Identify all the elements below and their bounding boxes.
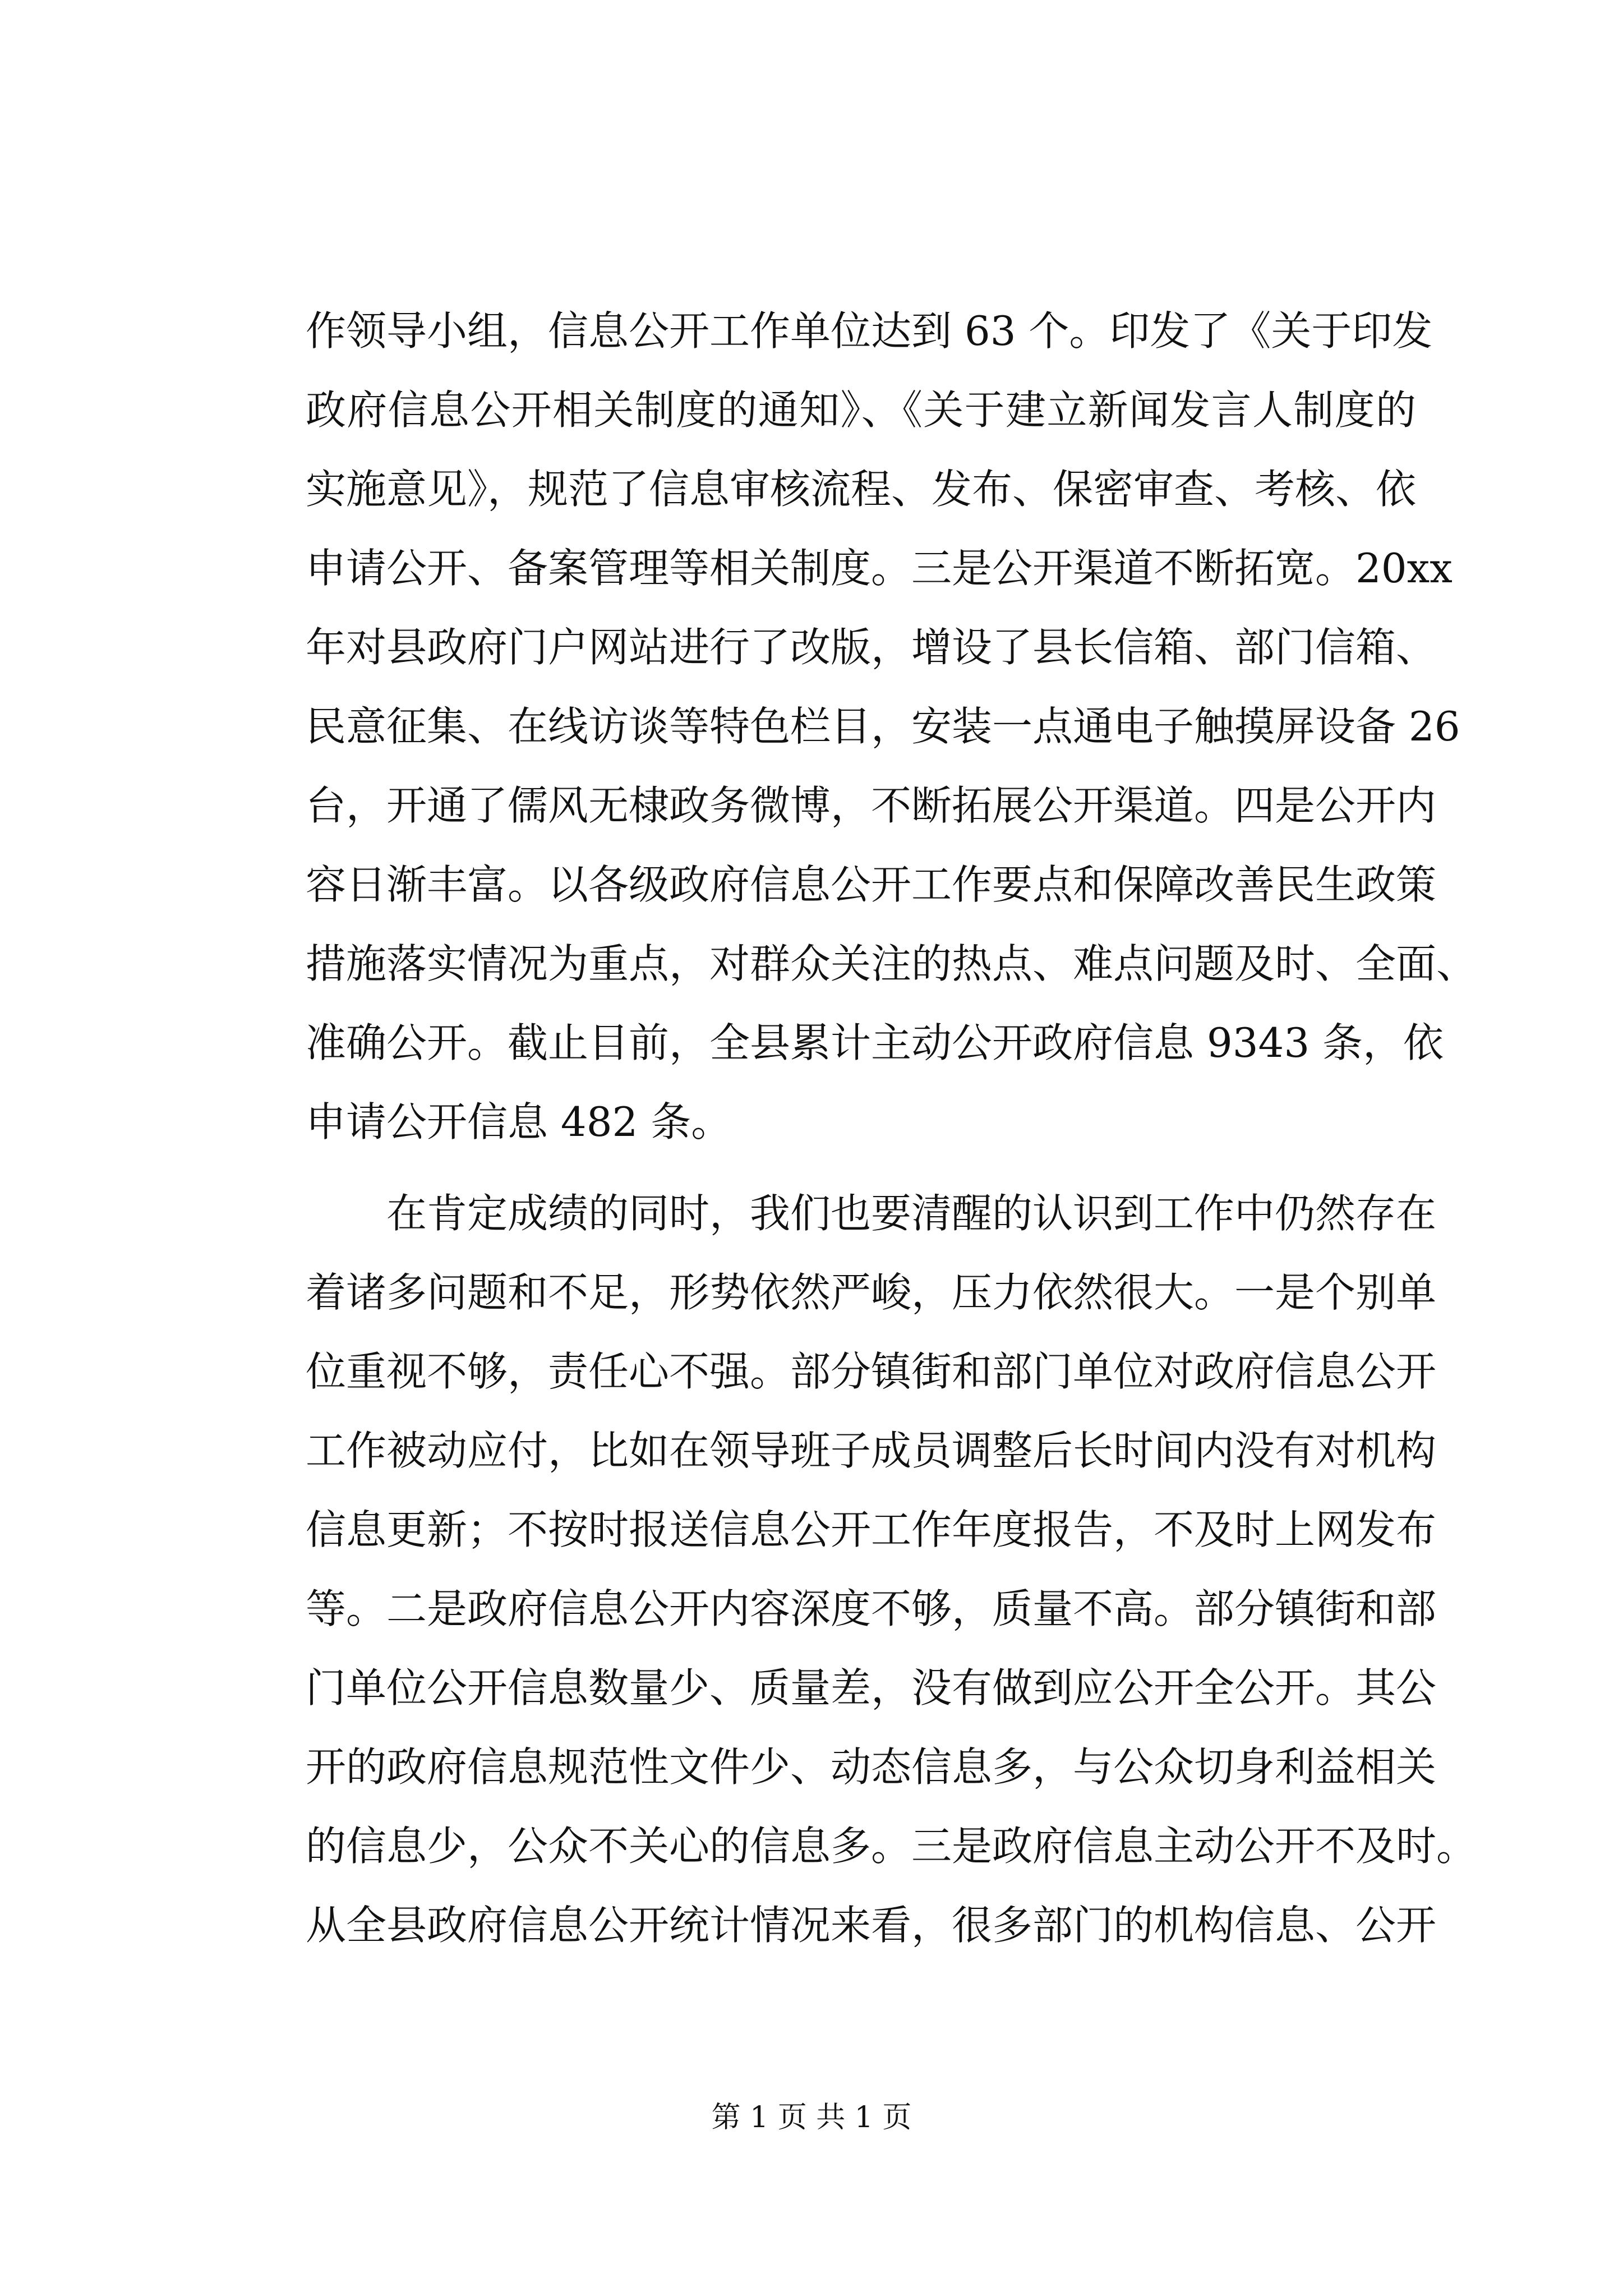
text-line: 着诸多问题和不足，形势依然严峻，压力依然很大。一是个别单 (306, 1269, 1437, 1316)
paragraph-gap (306, 1162, 1416, 1174)
text-line: 民意征集、在线访谈等特色栏目，安装一点通电子触摸屏设备 26 (306, 703, 1460, 750)
text-line: 政府信息公开相关制度的通知》、《关于建立新闻发言人制度的 (306, 386, 1416, 434)
text-line: 门单位公开信息数量少、质量差，没有做到应公开全公开。其公 (306, 1664, 1437, 1711)
text-line: 作领导小组，信息公开工作单位达到 63 个。印发了《关于印发 (306, 307, 1433, 355)
text-line: 容日渐丰富。以各级政府信息公开工作要点和保障改善民生政策 (306, 861, 1437, 908)
paragraph-1 (306, 292, 1477, 1162)
text-line: 实施意见》，规范了信息审核流程、发布、保密审查、考核、依 (306, 466, 1417, 513)
text-line: 年对县政府门户网站进行了改版，增设了县长信箱、部门信箱、 (306, 624, 1437, 671)
page-number: 第 1 页 共 1 页 (711, 2101, 912, 2134)
text-line: 开的政府信息规范性文件少、动态信息多，与公众切身利益相关 (306, 1743, 1437, 1791)
paragraph-2 (306, 1174, 1477, 1965)
text-line: 台，开通了儒风无棣政务微博，不断拓展公开渠道。四是公开内 (306, 782, 1437, 829)
text-line: 信息更新；不按时报送信息公开工作年度报告，不及时上网发布 (306, 1506, 1437, 1553)
text-line: 等。二是政府信息公开内容深度不够，质量不高。部分镇街和部 (306, 1585, 1437, 1632)
text-line: 位重视不够，责任心不强。部分镇街和部门单位对政府信息公开 (306, 1348, 1437, 1395)
text-line: 申请公开信息 482 条。 (306, 1098, 732, 1145)
text-line: 工作被动应付，比如在领导班子成员调整后长时间内没有对机构 (306, 1427, 1437, 1474)
text-line: 准确公开。截止目前，全县累计主动公开政府信息 9343 条，依 (306, 1019, 1444, 1066)
text-line: 在肯定成绩的同时，我们也要清醒的认识到工作中仍然存在 (306, 1190, 1437, 1237)
page-footer (0, 2098, 1623, 2137)
document-body (306, 292, 1477, 1965)
text-line: 申请公开、备案管理等相关制度。三是公开渠道不断拓宽。20xx (306, 545, 1453, 592)
text-line: 从全县政府信息公开统计情况来看，很多部门的机构信息、公开 (306, 1902, 1437, 1949)
text-line: 的信息少，公众不关心的信息多。三是政府信息主动公开不及时。 (306, 1823, 1477, 1870)
text-line: 措施落实情况为重点，对群众关注的热点、难点问题及时、全面、 (306, 940, 1477, 987)
